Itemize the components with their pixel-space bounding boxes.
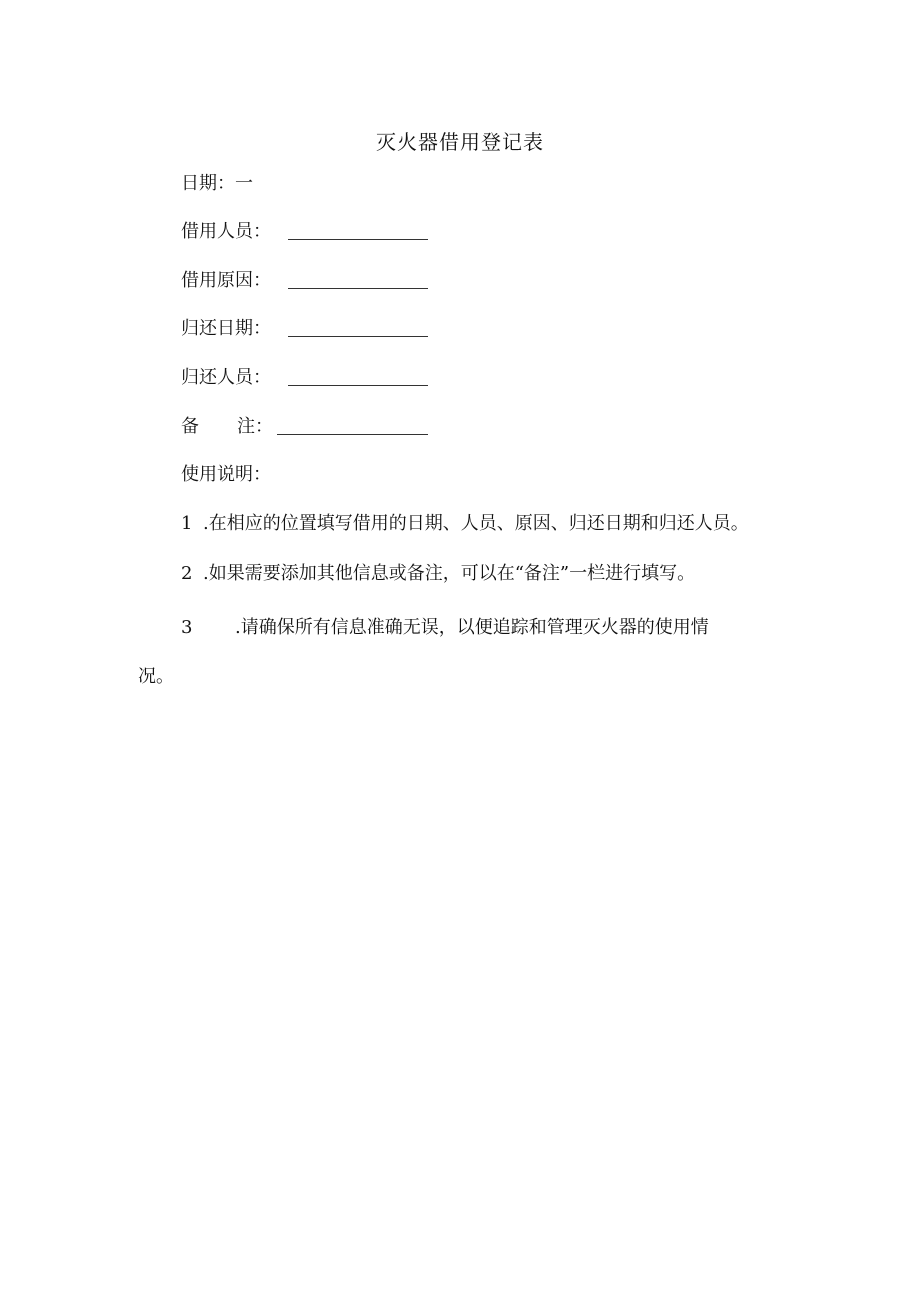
usage-step bbox=[181, 561, 801, 587]
returner-label: 归还人员： bbox=[181, 367, 271, 388]
return-date-label: 归还日期： bbox=[181, 318, 271, 339]
usage-step bbox=[181, 615, 801, 641]
return-date-blank-line[interactable] bbox=[288, 336, 428, 337]
return-date-field bbox=[181, 316, 271, 342]
date-label: 日期：一 bbox=[181, 173, 253, 194]
step-text: .如果需要添加其他信息或备注，可以在“备注”一栏进行填写。 bbox=[203, 563, 696, 584]
step-3-continuation: 况。 bbox=[138, 666, 174, 687]
returner-field bbox=[181, 365, 271, 391]
remark-label-part2: 注： bbox=[237, 416, 273, 437]
borrower-label: 借用人员： bbox=[181, 221, 271, 242]
step-text: .在相应的位置填写借用的日期、人员、原因、归还日期和归还人员。 bbox=[203, 513, 749, 534]
step-text: .请确保所有信息准确无误，以便追踪和管理灭火器的使用情 bbox=[235, 617, 709, 638]
returner-blank-line[interactable] bbox=[288, 385, 428, 386]
reason-blank-line[interactable] bbox=[288, 288, 428, 289]
remark-blank-line[interactable] bbox=[277, 434, 428, 435]
usage-heading: 使用说明： bbox=[181, 464, 271, 485]
step-number: 3 bbox=[181, 617, 193, 638]
borrower-blank-line[interactable] bbox=[288, 239, 428, 240]
date-field bbox=[181, 171, 253, 197]
step-number: 2 bbox=[181, 563, 193, 584]
borrower-field bbox=[181, 219, 271, 245]
step-number: 1 bbox=[181, 513, 193, 534]
usage-step bbox=[181, 511, 801, 537]
reason-field bbox=[181, 268, 271, 294]
reason-label: 借用原因： bbox=[181, 270, 271, 291]
remark-label-part1: 备 bbox=[181, 416, 199, 437]
document-title: 灭火器借用登记表 bbox=[376, 130, 544, 154]
